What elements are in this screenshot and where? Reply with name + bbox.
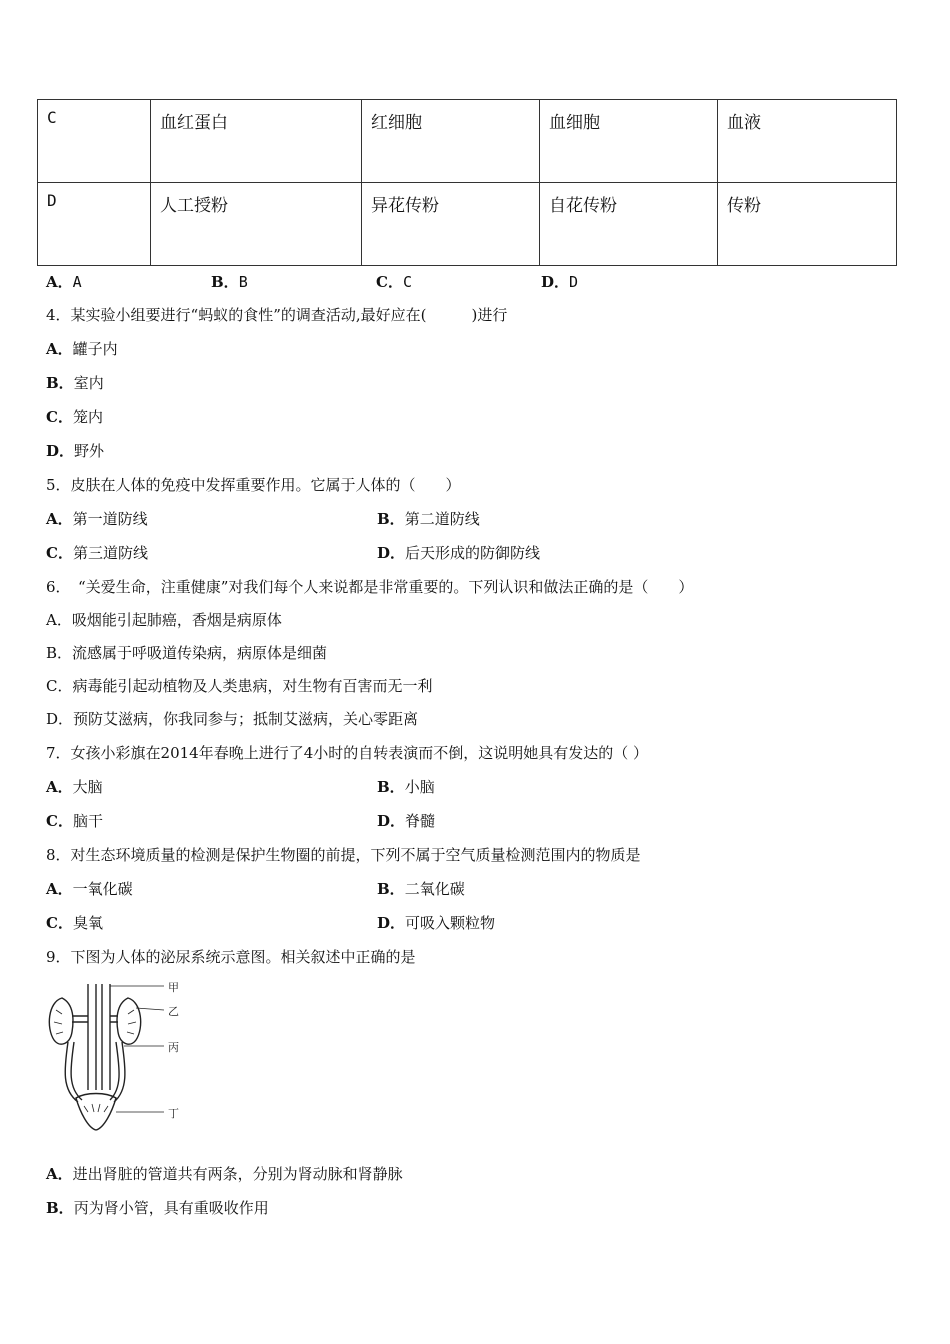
q4-option-a[interactable]: A．罐子内: [46, 340, 118, 358]
q9-option-b[interactable]: B．丙为肾小管，具有重吸收作用: [46, 1199, 269, 1217]
q8-option-b[interactable]: B．二氧化碳: [377, 880, 465, 898]
q6-option-d[interactable]: D．预防艾滋病，你我同参与；抵制艾滋病，关心零距离: [46, 710, 419, 728]
q6-option-c[interactable]: C．病毒能引起动植物及人类患病，对生物有百害而无一利: [46, 677, 433, 695]
table-cell: 血液: [718, 100, 897, 183]
q8-option-c[interactable]: C．臭氧: [46, 914, 103, 932]
q5-option-a[interactable]: A．第一道防线: [46, 510, 148, 528]
q7-option-d[interactable]: D．脊髓: [377, 812, 436, 830]
table-cell: 人工授粉: [151, 183, 362, 266]
q8-option-a[interactable]: A．一氧化碳: [46, 880, 133, 898]
urinary-system-figure: [44, 980, 194, 1140]
q3-option-d[interactable]: D．D: [541, 273, 579, 291]
table-cell: 自花传粉: [540, 183, 718, 266]
table-cell: C: [38, 100, 151, 183]
q9-option-a[interactable]: A．进出肾脏的管道共有两条，分别为肾动脉和肾静脉: [46, 1165, 403, 1183]
table-cell: D: [38, 183, 151, 266]
q8-stem: 8．对生态环境质量的检测是保护生物圈的前提，下列不属于空气质量检测范围内的物质是: [46, 846, 641, 864]
q3-option-a[interactable]: A．A: [46, 273, 82, 291]
q7-stem: 7．女孩小彩旗在2014年春晚上进行了4小时的自转表演而不倒，这说明她具有发达的（ ）: [46, 744, 649, 762]
q5-option-b[interactable]: B．第二道防线: [377, 510, 480, 528]
q7-option-c[interactable]: C．脑干: [46, 812, 103, 830]
q4-option-c[interactable]: C．笼内: [46, 408, 103, 426]
q8-option-d[interactable]: D．可吸入颗粒物: [377, 914, 496, 932]
table-cell: 血细胞: [540, 100, 718, 183]
q4-option-d[interactable]: D．野外: [46, 442, 105, 460]
q7-option-a[interactable]: A．大脑: [46, 778, 103, 796]
figure-label-bing: 丙: [168, 1041, 179, 1054]
table-cell: 血红蛋白: [151, 100, 362, 183]
answer-table: [37, 99, 897, 266]
table-cell: 传粉: [718, 183, 897, 266]
figure-label-ding: 丁: [168, 1107, 179, 1120]
q6-option-b[interactable]: B．流感属于呼吸道传染病，病原体是细菌: [46, 644, 328, 662]
q5-stem: 5．皮肤在人体的免疫中发挥重要作用。它属于人体的（ ）: [46, 476, 461, 494]
q4-option-b[interactable]: B．室内: [46, 374, 104, 392]
figure-label-jia: 甲: [168, 981, 179, 994]
figure-label-yi: 乙: [168, 1005, 179, 1018]
q4-stem: 4．某实验小组要进行“蚂蚁的食性”的调查活动,最好应在( )进行: [46, 306, 508, 324]
q6-option-a[interactable]: A．吸烟能引起肺癌，香烟是病原体: [46, 611, 282, 629]
table-row: [38, 183, 897, 266]
q3-option-c[interactable]: C．C: [376, 273, 412, 291]
q6-stem: 6． “关爱生命，注重健康”对我们每个人来说都是非常重要的。下列认识和做法正确的是（ ）: [46, 578, 694, 596]
table-cell: 红细胞: [362, 100, 540, 183]
q3-options: [46, 271, 746, 291]
q5-option-c[interactable]: C．第三道防线: [46, 544, 148, 562]
q7-option-b[interactable]: B．小脑: [377, 778, 435, 796]
table-row: [38, 100, 897, 183]
q5-option-d[interactable]: D．后天形成的防御防线: [377, 544, 541, 562]
table-cell: 异花传粉: [362, 183, 540, 266]
q3-option-b[interactable]: B．B: [211, 273, 248, 291]
q9-stem: 9．下图为人体的泌尿系统示意图。相关叙述中正确的是: [46, 948, 416, 966]
